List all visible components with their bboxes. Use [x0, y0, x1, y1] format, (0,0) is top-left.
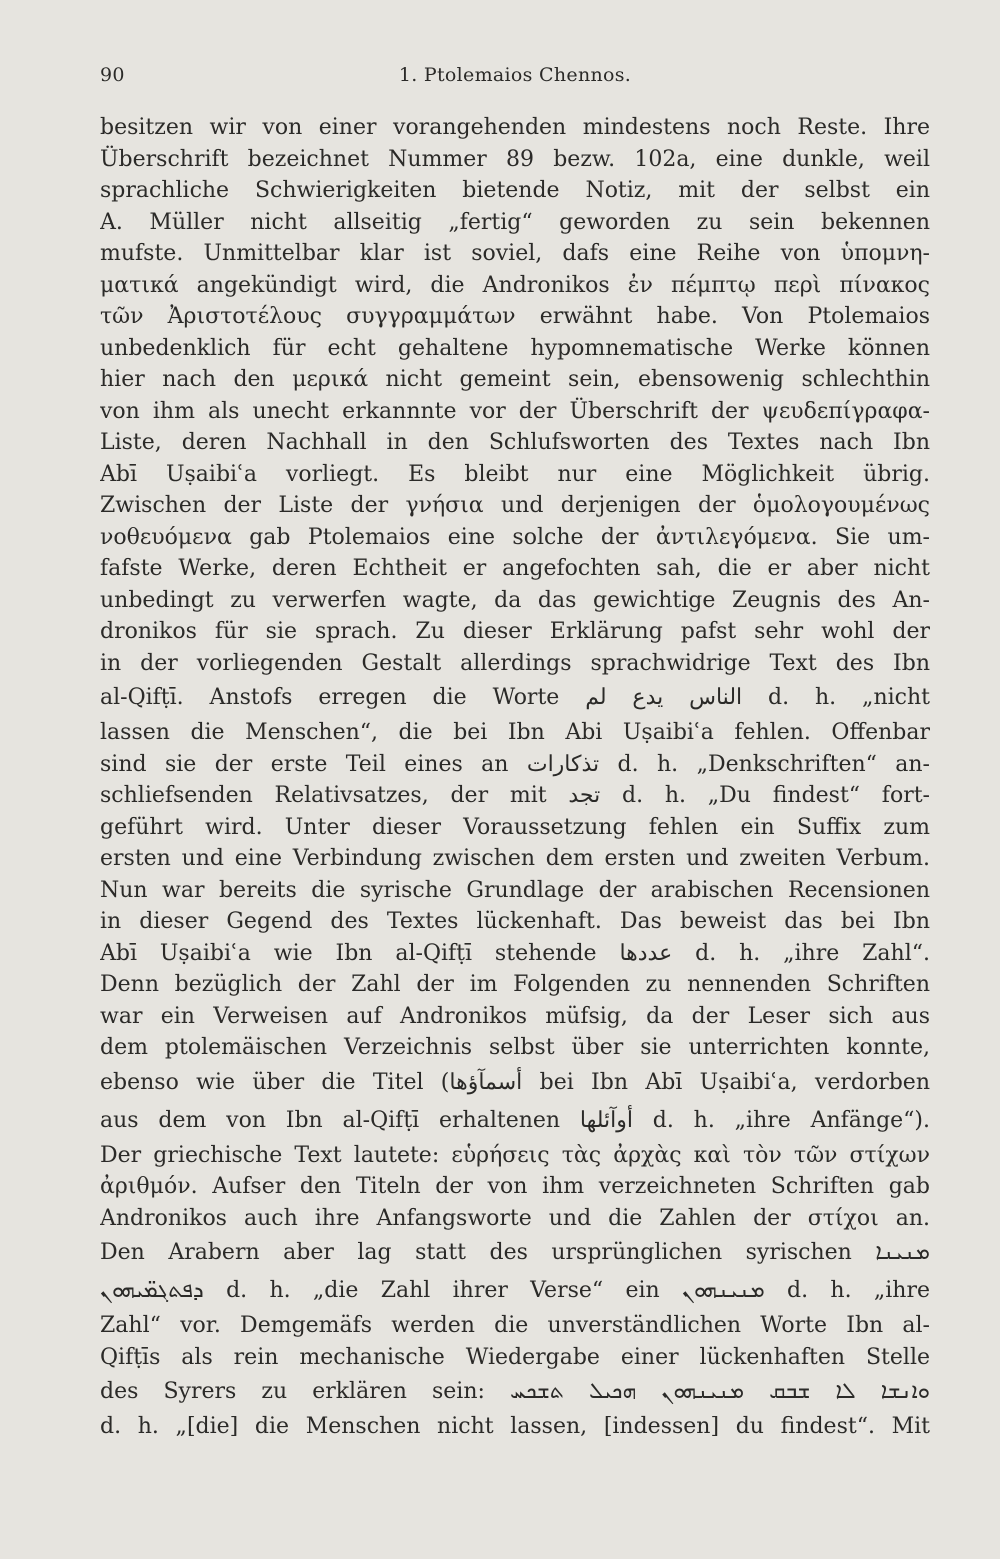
text-line: d. h. „[die] die Menschen nicht lassen, [indessen] du findest“. Mit [100, 1414, 930, 1439]
text-line: dem ptolemäischen Verzeichnis selbst über sie unterrichten konnte, [100, 1035, 930, 1060]
text-line: sprachliche Schwierigkeiten bietende Notiz, mit der selbst ein [100, 178, 930, 203]
text-line: ܕܦܬܓܡ̈ܝܗܘܢ d. h. „die Zahl ihrer Verse“ ein ܡܢܝܢܗܘܢ d. h. „ihre [100, 1278, 930, 1303]
text-line: Qifṭīs als rein mechanische Wiedergabe einer lückenhaften Stelle [100, 1344, 930, 1370]
text-line: ματικά angekündigt wird, die Andronikos ἐν πέμπτῳ περὶ πίνακος [100, 272, 930, 298]
text-line: Abī Uṣaibiʿa vorliegt. Es bleibt nur eine Möglichkeit übrig. [100, 461, 930, 487]
text-line: Zahl“ vor. Demgemäfs werden die unverständlichen Worte Ibn al- [100, 1313, 930, 1338]
text-line: dronikos für sie sprach. Zu dieser Erklärung pafst sehr wohl der [100, 619, 930, 644]
text-line: Abī Uṣaibiʿa wie Ibn al-Qifṭī stehende عددها d. h. „ihre Zahl“. [100, 940, 930, 966]
text-line: aus dem von Ibn al-Qifṭī erhaltenen أوآئلها d. h. „ihre Anfänge“). [100, 1107, 930, 1133]
text-line: A. Müller nicht allseitig „fertig“ geworden zu sein bekennen [100, 209, 930, 235]
text-line: ersten und eine Verbindung zwischen dem ersten und zweiten Verbum. [100, 846, 930, 871]
text-line: Den Arabern aber lag statt des ursprünglichen syrischen ܡܢܝܢܐ [100, 1240, 930, 1265]
body-text [100, 112, 930, 1443]
text-line: in der vorliegenden Gestalt allerdings sprachwidrige Text des Ibn [100, 650, 930, 676]
page-number: 90 [100, 64, 125, 86]
text-line: ἀριθμόν. Aufser den Titeln der von ihm verzeichneten Schriften gab [100, 1174, 930, 1199]
text-line: von ihm als unecht erkannnte vor der Überschrift der ψευδεπίγραφα- [100, 398, 930, 424]
text-line: Nun war bereits die syrische Grundlage der arabischen Recensionen [100, 877, 930, 903]
text-line: war ein Verweisen auf Andronikos müfsig, da der Leser sich aus [100, 1003, 930, 1029]
text-line: sind sie der erste Teil eines an تذكارات d. h. „Denkschriften“ an- [100, 751, 930, 777]
text-line: Der griechische Text lautete: εὑρήσεις τὰς ἀρχὰς καὶ τὸν τῶν στίχων [100, 1142, 930, 1168]
text-line: des Syrers zu erklären sein: ܘܐܢܫܐ ܠܐ ܫܒܩ ܡܢܝܢܗܘܢ ܗܟܝܠ ܬܫܟܚ [100, 1379, 930, 1404]
text-line: mufste. Unmittelbar klar ist soviel, dafs eine Reihe von ὑπομνη- [100, 241, 930, 266]
text-line: unbedingt zu verwerfen wagte, da das gewichtige Zeugnis des An- [100, 587, 930, 613]
text-line: fafste Werke, deren Echtheit er angefochten sah, die er aber nicht [100, 556, 930, 581]
text-line: Denn bezüglich der Zahl der im Folgenden zu nennenden Schriften [100, 972, 930, 997]
text-line: τῶν Ἀριστοτέλους συγγραμμάτων erwähnt habe. Von Ptolemaios [100, 304, 930, 329]
text-line: Andronikos auch ihre Anfangsworte und die Zahlen der στίχοι an. [100, 1205, 930, 1231]
text-line: in dieser Gegend des Textes lückenhaft. Das beweist das bei Ibn [100, 909, 930, 934]
running-head [100, 64, 930, 94]
text-line: al-Qifṭī. Anstofs erregen die Worte الناس يدع لم d. h. „nicht [100, 685, 930, 710]
text-line: besitzen wir von einer vorangehenden mindestens noch Reste. Ihre [100, 115, 930, 140]
text-line: geführt wird. Unter dieser Voraussetzung fehlen ein Suffix zum [100, 814, 930, 840]
running-title: 1. Ptolemaios Chennos. [398, 64, 632, 86]
text-line: hier nach den μερικά nicht gemeint sein, ebensowenig schlechthin [100, 367, 930, 392]
text-line: schliefsenden Relativsatzes, der mit تجد d. h. „Du findest“ fort- [100, 783, 930, 808]
text-line: ebenso wie über die Titel (أسمآؤها bei Ibn Abī Uṣaibiʿa, verdorben [100, 1069, 930, 1095]
text-line: νοθευόμενα gab Ptolemaios eine solche der ἀντιλεγόμενα. Sie um- [100, 524, 930, 550]
text-line: lassen die Menschen“, die bei Ibn Abi Uṣaibiʿa fehlen. Offenbar [100, 720, 930, 745]
text-line: Überschrift bezeichnet Nummer 89 bezw. 102a, eine dunkle, weil [100, 146, 930, 172]
text-line: Liste, deren Nachhall in den Schlufsworten des Textes nach Ibn [100, 430, 930, 455]
text-line: Zwischen der Liste der γνήσια und derjenigen der ὁμολογουμένως [100, 493, 930, 518]
text-line: unbedenklich für echt gehaltene hypomnematische Werke können [100, 335, 930, 361]
